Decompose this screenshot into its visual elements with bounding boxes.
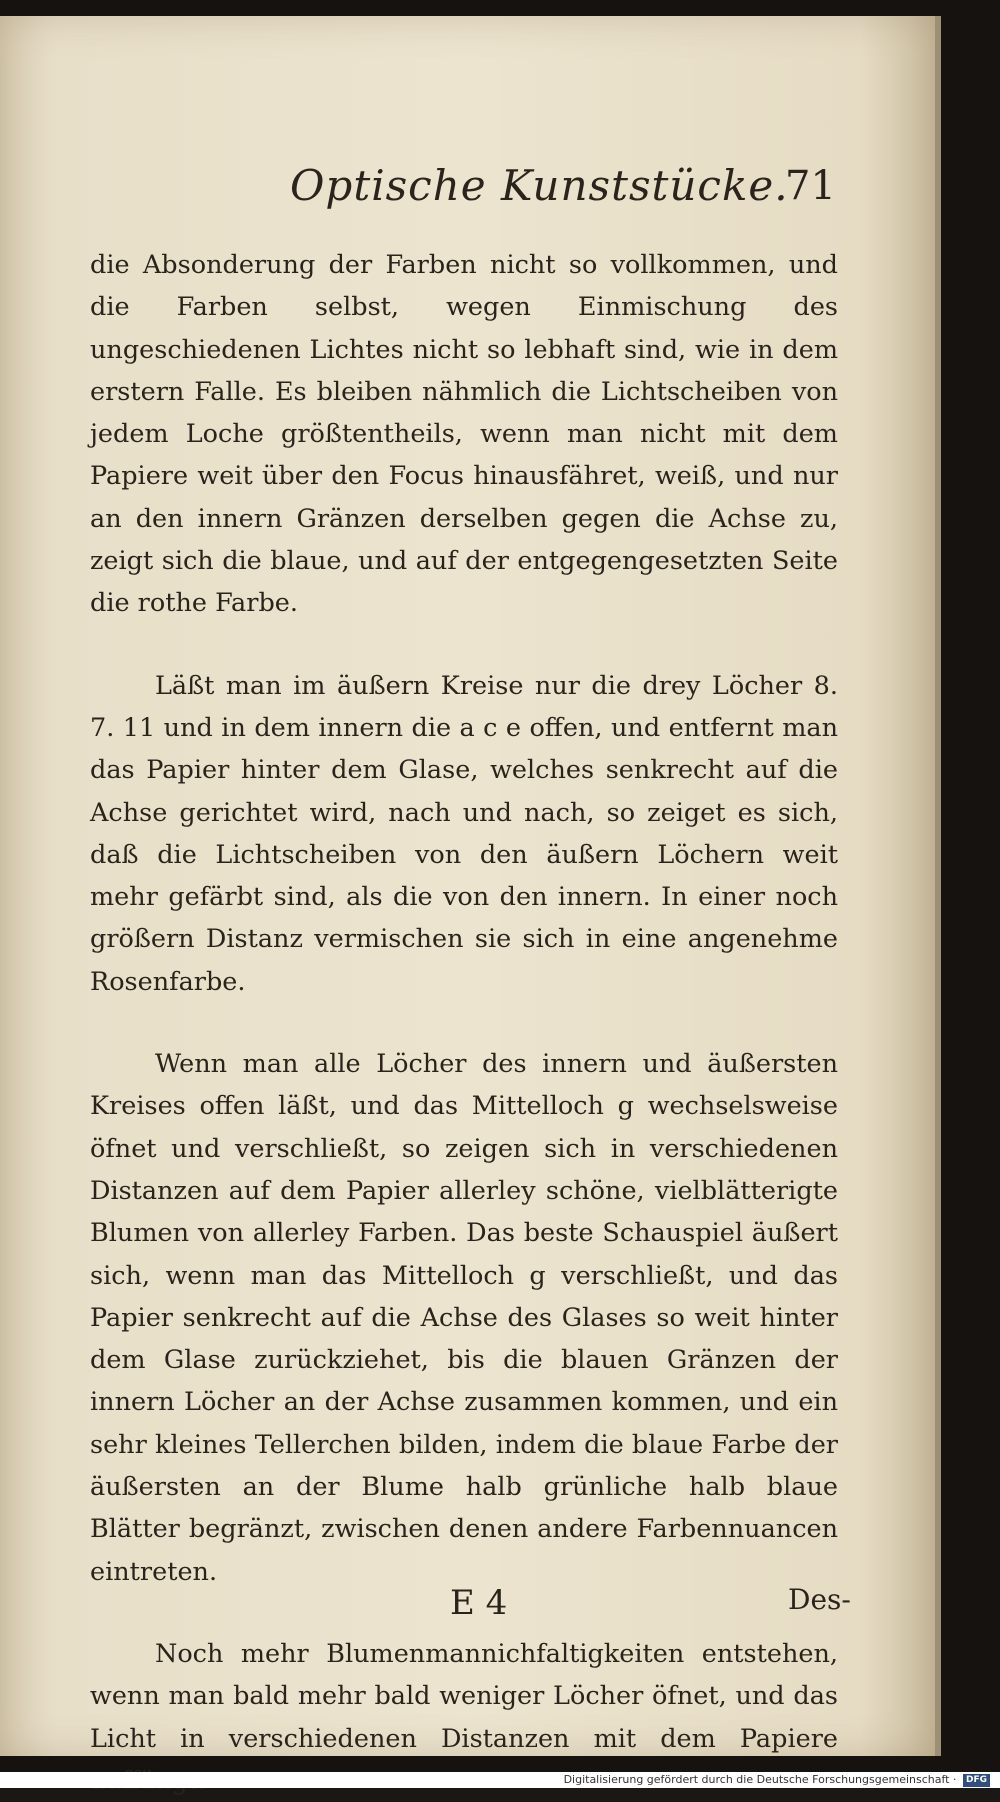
signature-mark: E 4 <box>450 1583 508 1623</box>
dfg-logo: DFG <box>963 1774 990 1787</box>
paragraph-2: Läßt man im äußern Kreise nur die drey Löcher 8. 7. 11 und in dem innern die a c e offen, und entfernt man das Papier hinter dem Glase, welches senkrecht auf die Achse gerichtet wird, nach und nach, so zeiget es sich, daß die Lichtscheiben von den äußern Löchern weit mehr gefärbt sind, als die von den innern. In einer noch größern Distanz vermischen sie sich in eine angenehme Rosenfarbe. <box>90 670 838 997</box>
page-number: 71 <box>785 163 836 209</box>
credit-text: Digitalisierung gefördert durch die Deutsche Forschungsgemeinschaft · <box>563 1773 957 1786</box>
digitization-credit <box>564 1773 990 1787</box>
catchword: Des- <box>788 1583 851 1616</box>
paragraph-3: Wenn man alle Löcher des innern und äußersten Kreises offen läßt, und das Mittelloch g wechselsweise öfnet und verschließt, so zeigen sich in verschiedenen Distanzen auf dem Papier allerley schöne, vielblätterigte Blumen von allerley Farben. Das beste Schauspiel äußert sich, wenn man das Mittelloch g verschließt, und das Papier senkrecht auf die Achse des Glases so weit hinter dem Glase zurückziehet, bis die blauen Gränzen der innern Löcher an der Achse zusammen kommen, und ein sehr kleines Tellerchen bilden, indem die blaue Farbe der äußersten an der Blume halb grünliche halb blaue Blätter begränzt, zwischen denen andere Farbennuancen eintreten. <box>90 1049 838 1587</box>
page-header <box>0 161 935 221</box>
paragraph-4: Noch mehr Blumenmannichfaltigkeiten entstehen, wenn man bald mehr bald weniger Löcher öfnet, und das Licht in verschiedenen Distanzen mit dem Papiere <box>90 1638 838 1754</box>
body-text <box>90 244 838 1802</box>
credit-bar <box>0 1772 1000 1788</box>
book-page <box>0 16 941 1756</box>
paragraph-1: die Absonderung der Farben nicht so vollkommen, und die Farben selbst, wegen Einmischung des ungeschiedenen Lichtes nicht so lebhaft sind, wie in dem erstern Falle. Es bleiben nähmlich die Lichtscheiben von jedem Loche größtentheils, wenn man nicht mit dem Papiere weit über den Focus hinausfähret, weiß, und nur an den innern Gränzen derselben gegen die Achse zu, zeigt sich die blaue, und auf der entgegengesetzten Seite die rothe Farbe. <box>90 250 838 619</box>
running-title: Optische Kunststücke. <box>290 161 789 210</box>
page-footer <box>0 1583 935 1633</box>
